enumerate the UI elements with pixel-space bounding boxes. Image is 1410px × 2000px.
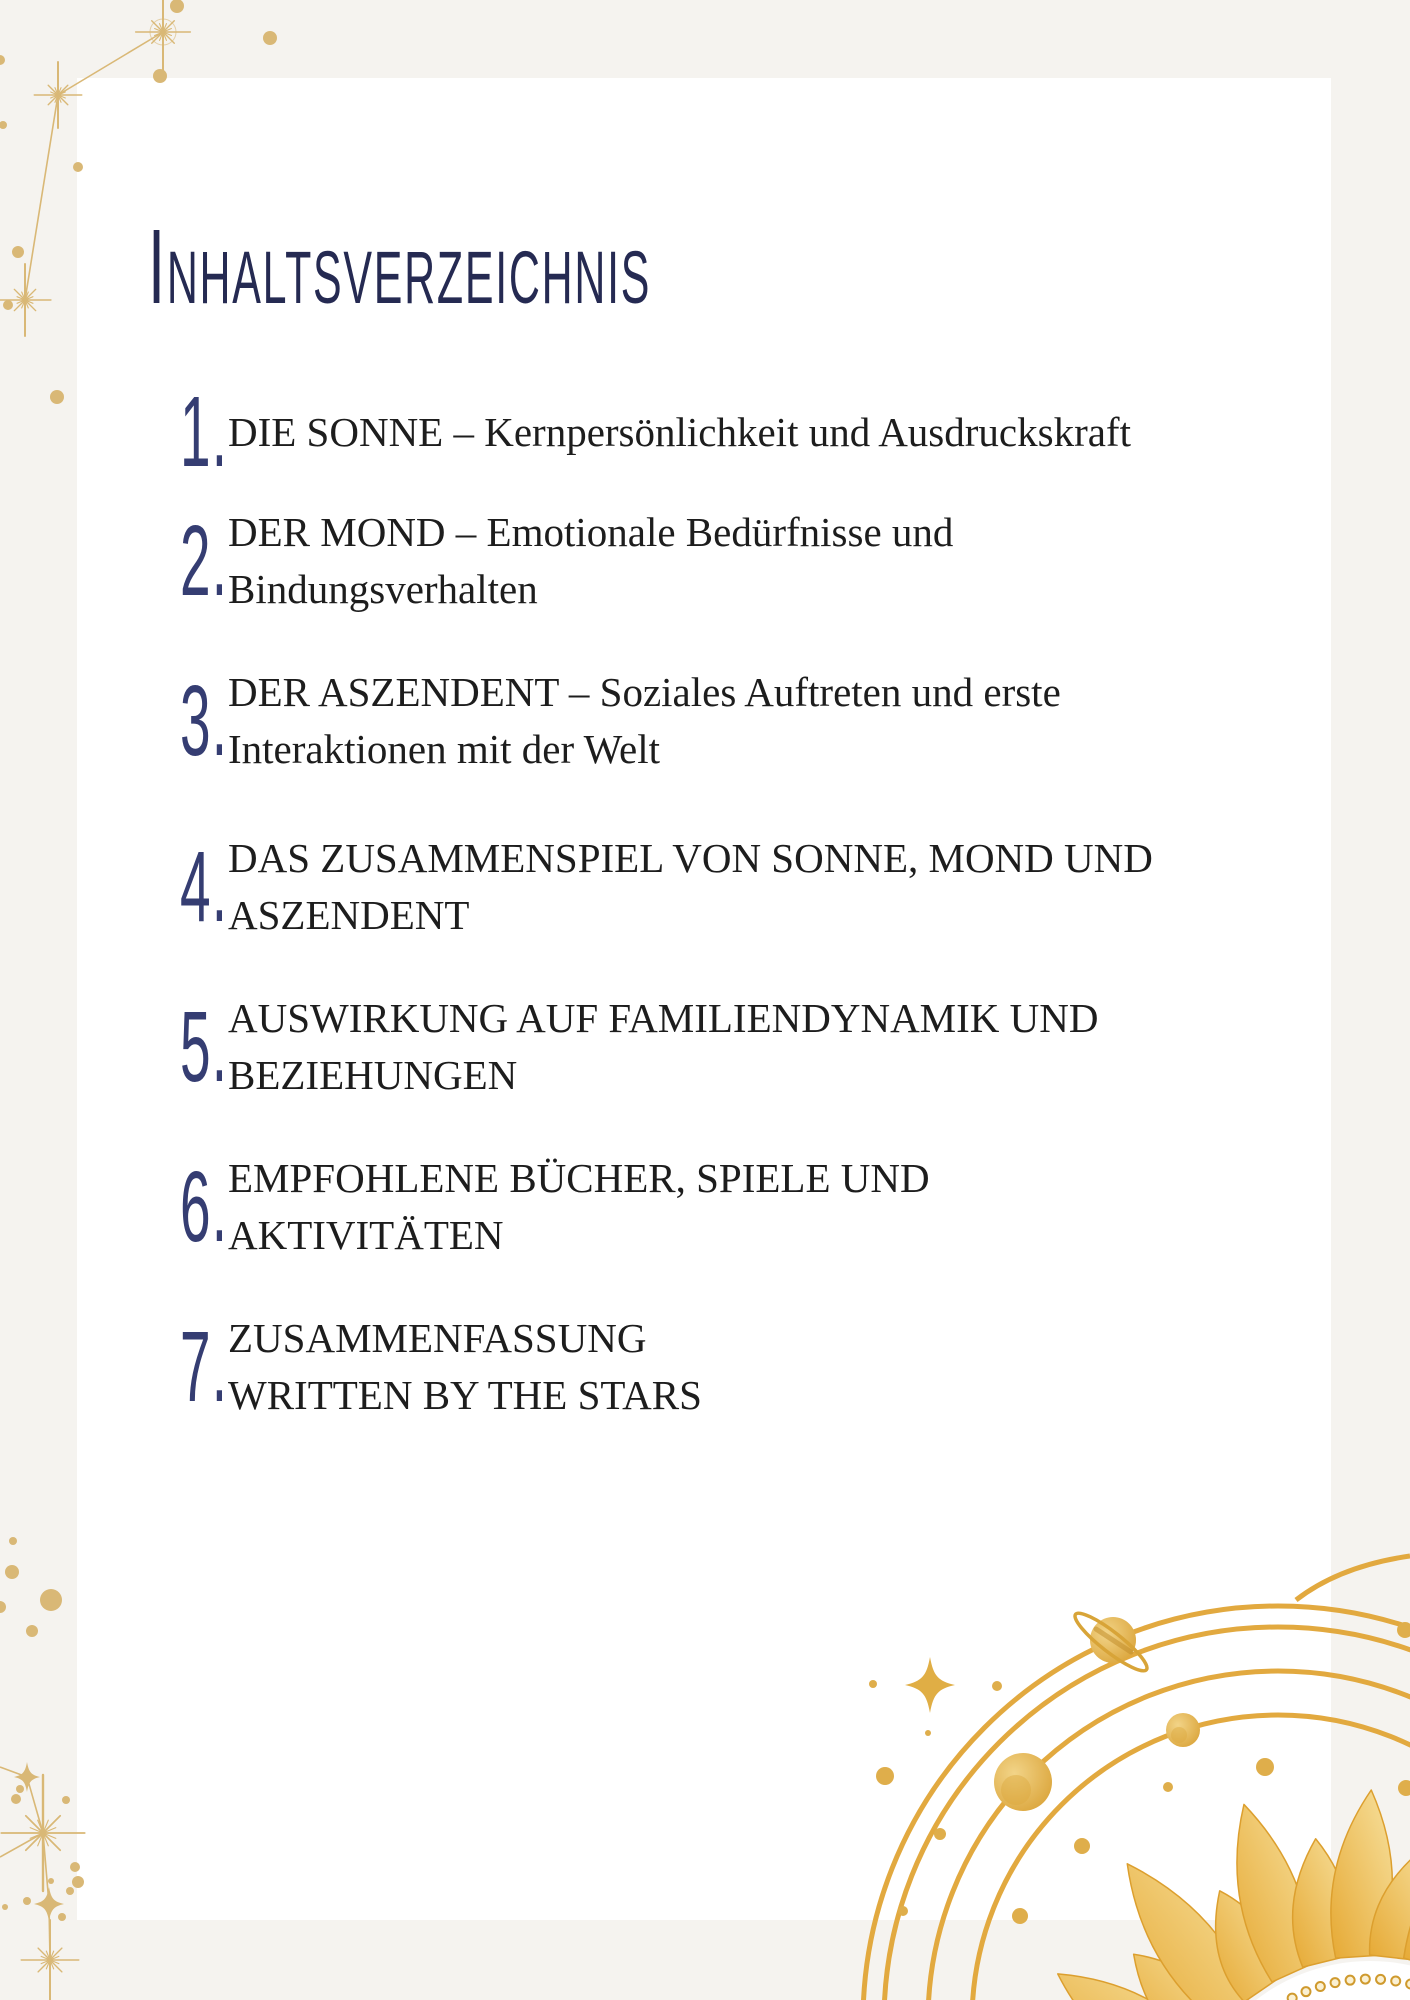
toc-item-text [228,504,953,618]
toc-item-number: 2. [180,505,229,617]
toc-item-7 [180,1310,702,1424]
toc-item-line: Bindungsverhalten [228,566,538,612]
toc-item-4 [180,830,1153,944]
toc-item-text [228,664,1061,778]
toc-item-2 [180,504,953,618]
toc-item-5 [180,990,1098,1104]
toc-item-number: 6. [180,1151,229,1263]
toc-item-1 [180,376,1131,488]
toc-item-line: Interaktionen mit der Welt [228,726,661,772]
toc-item-number: 3. [180,665,229,777]
toc-item-number: 7. [180,1311,229,1423]
toc-item-line: ASZENDENT [228,892,470,938]
toc-item-line: DAS ZUSAMMENSPIEL VON SONNE, MOND UND [228,835,1153,881]
toc-item-text [228,1150,930,1264]
toc-item-line: AKTIVITÄTEN [228,1212,504,1258]
toc-item-6 [180,1150,930,1264]
toc-item-line: DER MOND – Emotionale Bedürfnisse und [228,509,954,555]
toc-item-line: DIE SONNE – Kernpersönlichkeit und Ausdruckskraft [228,408,1131,455]
toc-item-3 [180,664,1061,778]
toc-item-line: AUSWIRKUNG AUF FAMILIENDYNAMIK UND [228,995,1099,1041]
toc-item-line: BEZIEHUNGEN [228,1052,518,1098]
toc-item-text [228,404,1131,461]
toc-item-line: WRITTEN BY THE STARS [228,1372,702,1418]
toc-item-text [228,1310,702,1424]
toc-item-text [228,990,1098,1104]
page-title: Inhaltsverzeichnis [148,208,652,327]
toc-item-number: 1. [180,376,229,488]
toc-item-line: EMPFOHLENE BÜCHER, SPIELE UND [228,1155,930,1201]
toc-item-number: 4. [180,831,229,943]
toc-item-line: ZUSAMMENFASSUNG [228,1315,647,1361]
toc-item-number: 5. [180,991,229,1103]
toc-item-line: DER ASZENDENT – Soziales Auftreten und erste [228,669,1061,715]
toc-item-text [228,830,1153,944]
